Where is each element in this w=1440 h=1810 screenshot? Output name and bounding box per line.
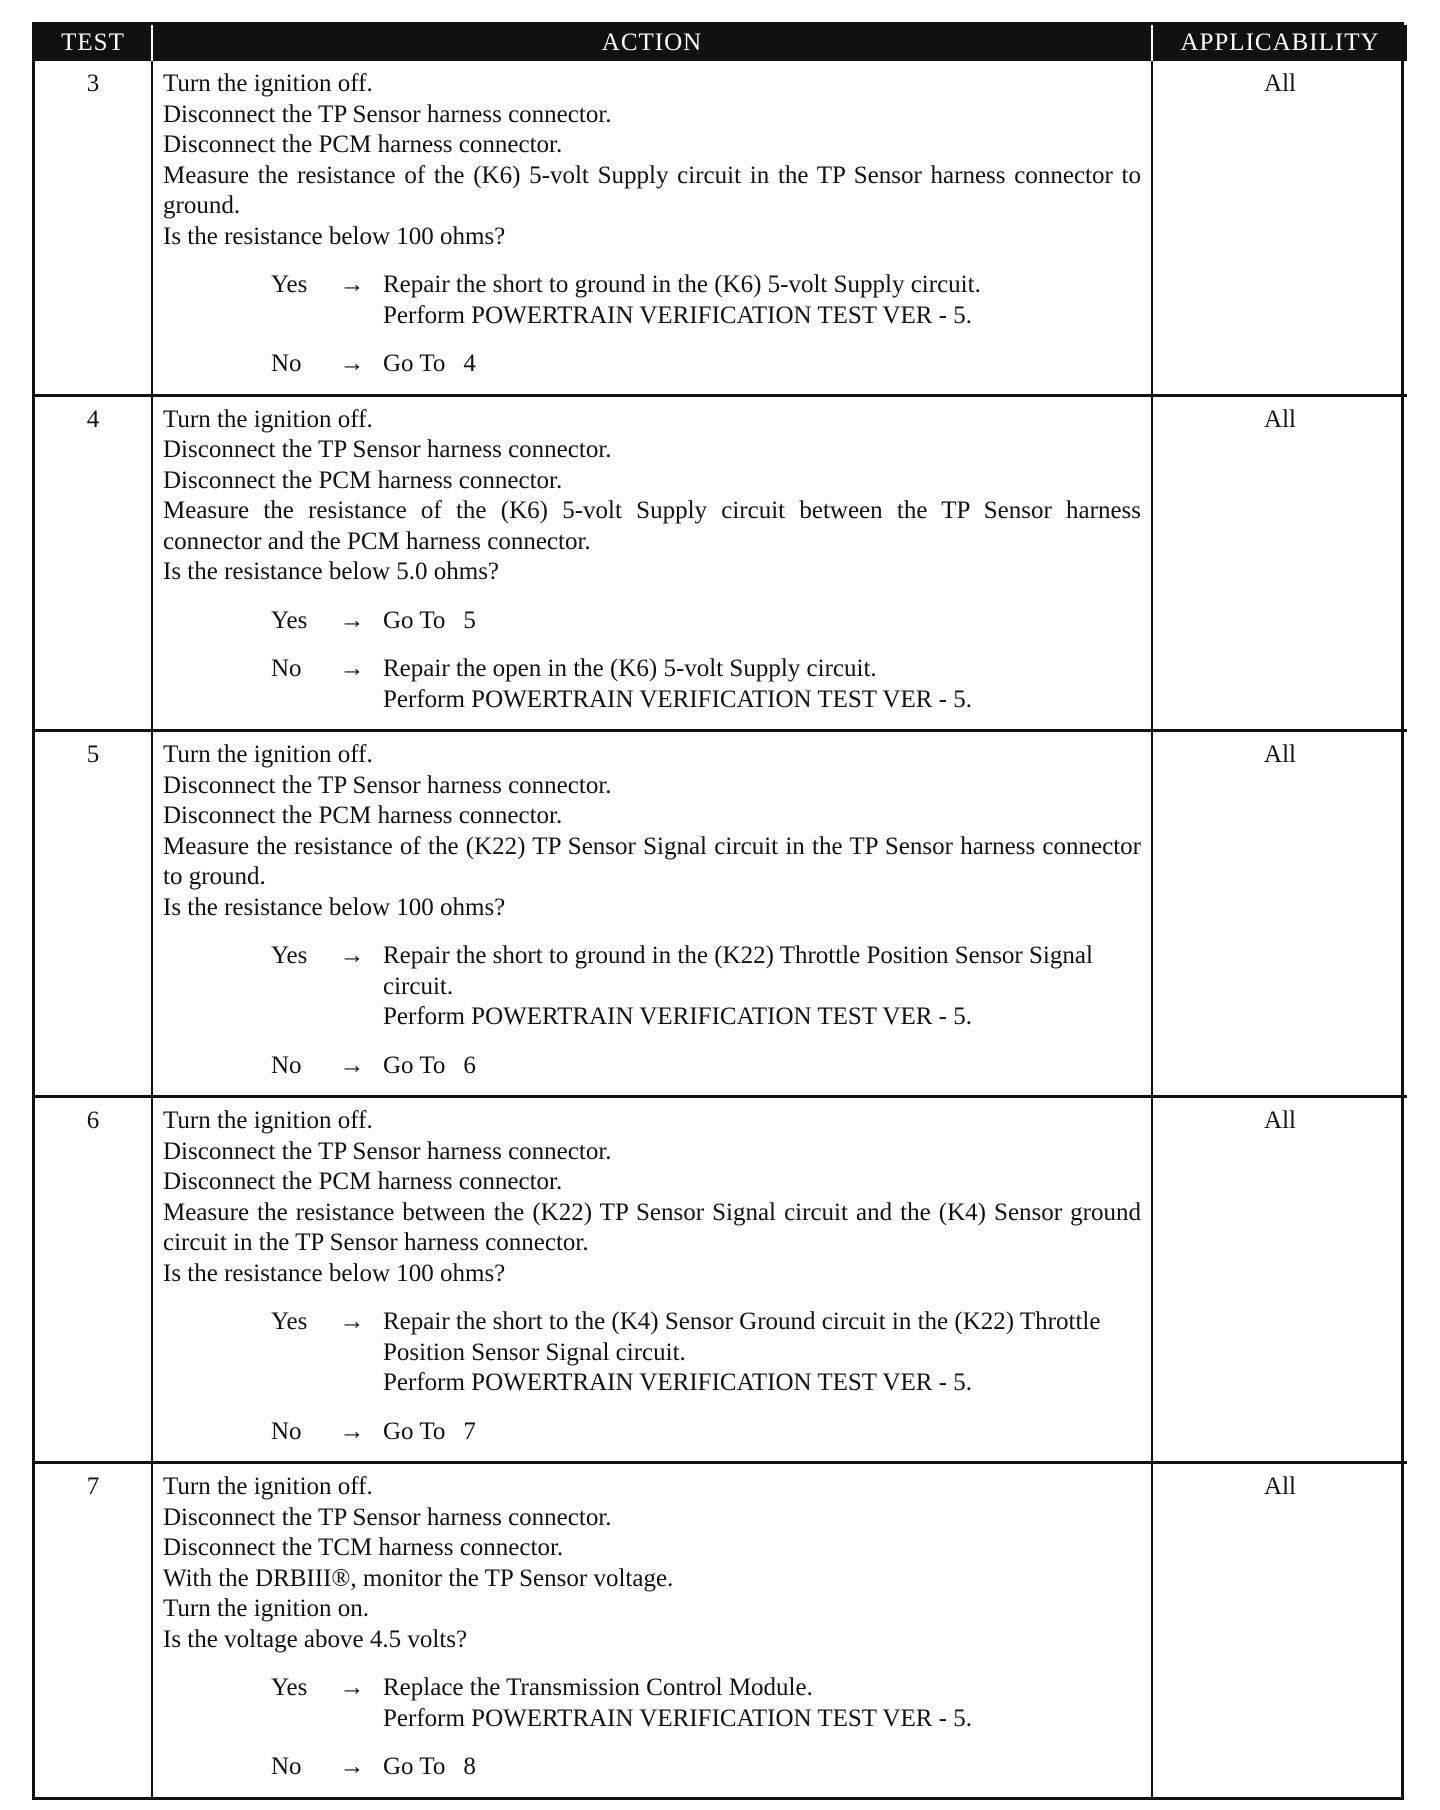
action-step: Measure the resistance of the (K22) TP Sensor Signal circuit in the TP Sensor harness connector to ground. [163,832,1141,890]
arrow-icon: → [339,1417,365,1445]
action-step: Turn the ignition on. [163,1595,370,1622]
test-number: 7 [35,1463,152,1797]
no-label: No [271,1051,302,1079]
action-step: Turn the ignition off. [163,1107,373,1134]
action-step: Measure the resistance of the (K6) 5-volt Supply circuit in the TP Sensor harness connector to ground. [163,161,1141,219]
action-step: With the DRBIII®, monitor the TP Sensor voltage. [163,1564,674,1592]
no-outcome [163,349,1141,380]
no-label: No [271,1753,302,1780]
action-cell [152,1097,1152,1463]
result-line: Replace the Transmission Control Module. [383,1674,813,1701]
action-step: Disconnect the TP Sensor harness connector. [163,771,612,799]
test-table [35,25,1407,1797]
action-step: Turn the ignition off. [163,1473,373,1500]
goto-test-number: 8 [463,1753,476,1780]
outcomes [163,606,1141,716]
arrow-icon: → [339,271,365,298]
result-line: Perform POWERTRAIN VERIFICATION TEST VER - 5. [383,1369,973,1396]
yes-outcome [163,270,1141,331]
yes-label: Yes [271,942,308,969]
yes-result [383,1307,1141,1399]
yes-outcome [163,941,1141,1033]
action-step: Measure the resistance between the (K22) TP Sensor Signal circuit and the (K4) Sensor ground circuit in the TP Sensor harness connector. [163,1198,1141,1256]
arrow-icon: → [339,1051,365,1079]
yes-label: Yes [271,271,308,298]
action-cell [152,1463,1152,1797]
test-number: 4 [35,395,152,731]
result-line: Repair the open in the (K6) 5-volt Supply circuit. [383,655,877,682]
arrow-icon: → [339,350,365,377]
yes-result [383,606,1141,637]
goto-text: Go To [383,1417,446,1445]
table-body [35,61,1407,1797]
result-line: Repair the short to ground in the (K22) Throttle Position Sensor Signal circuit. [383,942,1093,1000]
action-step: Turn the ignition off. [163,70,373,97]
yes-outcome [163,606,1141,637]
yes-outcome [163,1307,1141,1399]
no-outcome [163,1051,1141,1082]
action-step: Disconnect the PCM harness connector. [163,802,563,829]
action-step: Turn the ignition off. [163,405,373,433]
arrow-icon: → [339,1308,365,1335]
header-applicability: APPLICABILITY [1152,25,1407,61]
result-line: Perform POWERTRAIN VERIFICATION TEST VER - 5. [383,1704,973,1732]
result-line: Perform POWERTRAIN VERIFICATION TEST VER - 5. [383,1003,973,1030]
yes-label: Yes [271,1308,308,1335]
action-cell [152,731,1152,1097]
outcomes [163,270,1141,380]
no-result [383,349,1141,380]
goto-text: Go To [383,1753,446,1780]
action-step: Disconnect the PCM harness connector. [163,131,563,158]
no-outcome [163,1417,1141,1448]
action-cell [152,395,1152,731]
result-line: Perform POWERTRAIN VERIFICATION TEST VER - 5. [383,301,973,329]
applicability-value: All [1152,61,1407,395]
applicability-value: All [1152,1463,1407,1797]
header-action: ACTION [152,25,1152,61]
action-step: Is the resistance below 100 ohms? [163,893,506,921]
applicability-value: All [1152,1097,1407,1463]
arrow-icon: → [339,1753,365,1780]
header-test: TEST [35,25,152,61]
outcomes [163,941,1141,1081]
yes-result [383,270,1141,331]
table-row [35,395,1407,731]
diagnostic-test-table [32,22,1404,1800]
arrow-icon: → [339,942,365,969]
arrow-icon: → [339,655,365,682]
no-result [383,1752,1141,1783]
action-step: Is the resistance below 5.0 ohms? [163,558,500,585]
action-step: Measure the resistance of the (K6) 5-volt Supply circuit between the TP Sensor harness connector and the PCM harness connector. [163,497,1141,555]
test-number: 5 [35,731,152,1097]
action-step: Disconnect the PCM harness connector. [163,1168,563,1195]
action-step: Disconnect the TP Sensor harness connector. [163,436,612,463]
action-step: Is the voltage above 4.5 volts? [163,1625,468,1653]
action-step: Disconnect the PCM harness connector. [163,466,563,494]
result-line: Repair the short to ground in the (K6) 5-volt Supply circuit. [383,271,981,298]
table-header-row [35,25,1407,61]
action-step: Turn the ignition off. [163,741,373,768]
goto-text: Go To [383,1051,446,1079]
table-row [35,1463,1407,1797]
result-line: Repair the short to the (K4) Sensor Ground circuit in the (K22) Throttle Position Sensor Signal circuit. [383,1308,1101,1366]
table-row [35,61,1407,395]
action-step: Disconnect the TP Sensor harness connector. [163,1503,612,1531]
no-label: No [271,1417,302,1445]
outcomes [163,1673,1141,1783]
yes-outcome [163,1673,1141,1734]
action-step: Disconnect the TP Sensor harness connector. [163,1137,612,1165]
yes-result [383,1673,1141,1734]
action-step: Disconnect the TCM harness connector. [163,1534,564,1561]
goto-test-number: 7 [463,1417,476,1445]
table-row [35,1097,1407,1463]
yes-label: Yes [271,606,308,634]
action-cell [152,61,1152,395]
goto-test-number: 6 [463,1051,476,1079]
test-number: 3 [86,70,100,97]
no-label: No [271,655,302,682]
yes-label: Yes [271,1674,308,1701]
arrow-icon: → [339,1674,365,1701]
outcomes [163,1307,1141,1447]
action-step: Disconnect the TP Sensor harness connector. [163,100,612,128]
applicability-value: All [1152,731,1407,1097]
goto-test-number: 4 [463,350,476,377]
test-number: 6 [35,1097,152,1463]
result-line: Perform POWERTRAIN VERIFICATION TEST VER - 5. [383,685,973,713]
yes-result [383,941,1141,1033]
no-result [383,1417,1141,1448]
goto-text: Go To [383,606,446,634]
goto-test-number: 5 [463,606,476,634]
goto-text: Go To [383,350,446,377]
action-step: Is the resistance below 100 ohms? [163,222,506,250]
arrow-icon: → [339,606,365,634]
action-step: Is the resistance below 100 ohms? [163,1259,506,1287]
no-result [383,1051,1141,1082]
table-row [35,731,1407,1097]
applicability-value: All [1152,395,1407,731]
no-result [383,654,1141,715]
no-outcome [163,1752,1141,1783]
no-outcome [163,654,1141,715]
no-label: No [271,350,302,377]
